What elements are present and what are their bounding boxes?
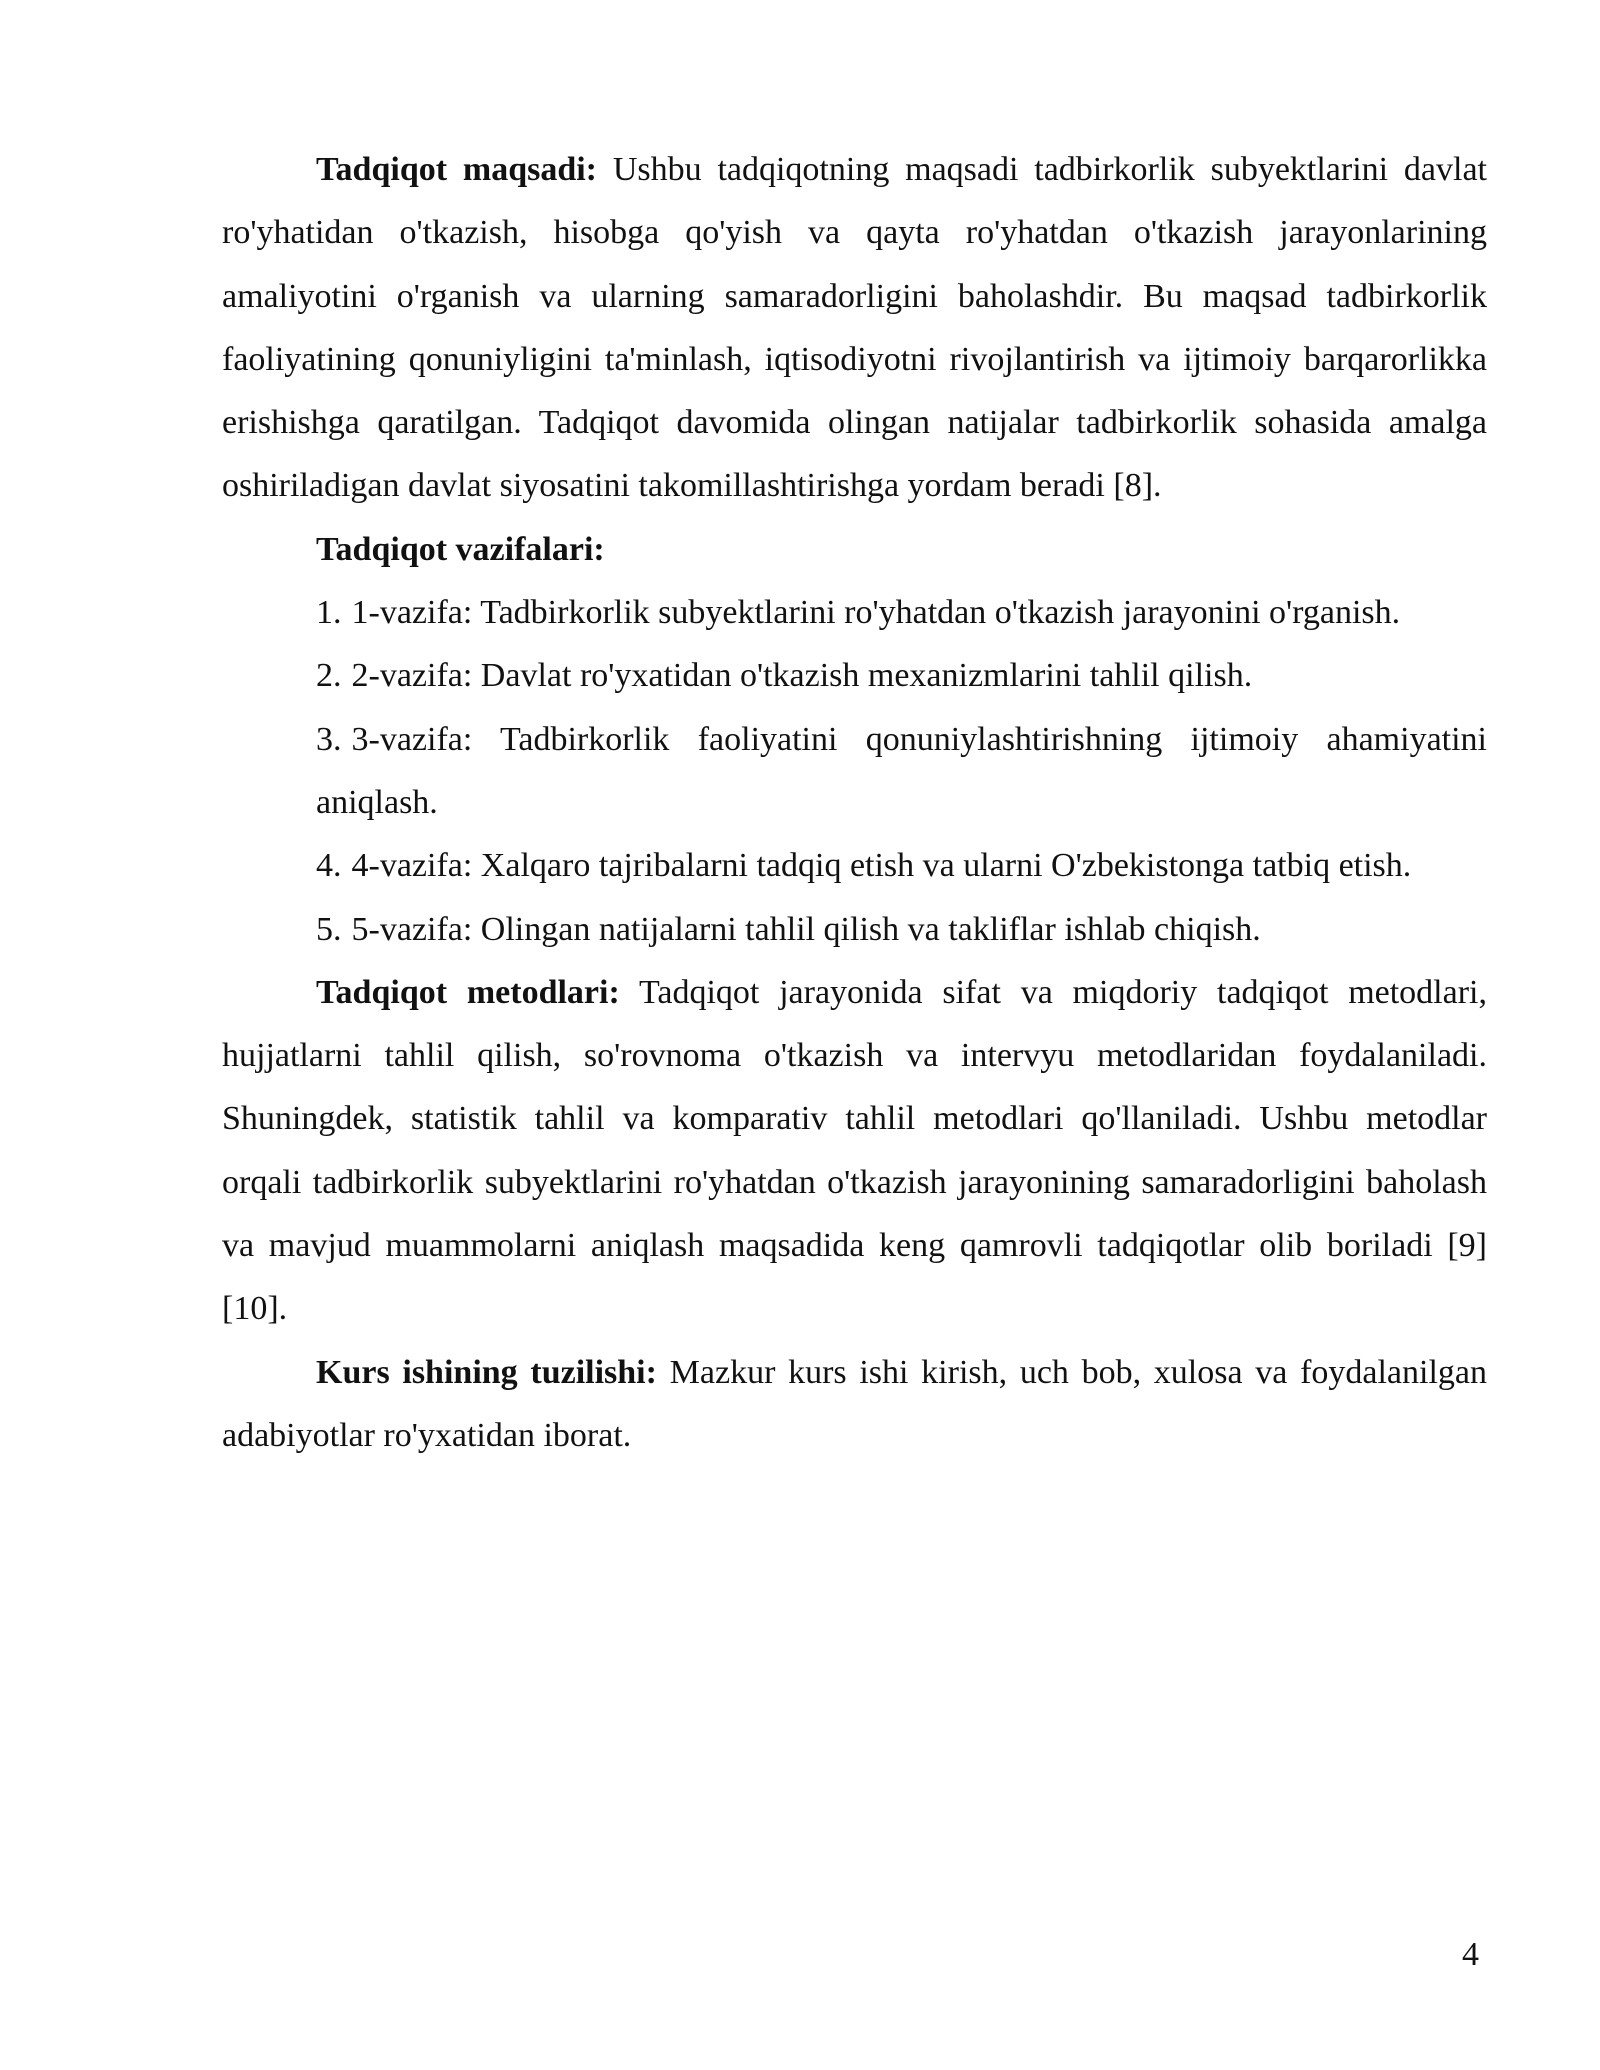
task-text: 3-vazifa: Tadbirkorlik faoliyatini qonuniylashtirishning ijtimoiy ahamiyatini aniqlash. (316, 720, 1487, 821)
tasks-list (222, 581, 1487, 961)
task-number: 1. (316, 594, 342, 632)
task-number: 3. (316, 720, 342, 758)
structure-paragraph (222, 1341, 1487, 1468)
aim-heading: Tadqiqot maqsadi: (316, 151, 598, 188)
structure-heading: Kurs ishining tuzilishi: (316, 1353, 657, 1391)
methods-text: Tadqiqot jarayonida sifat va miqdoriy tadqiqot metodlari, hujjatlarni tahlil qilish, so'rovnoma o'tkazish va intervyu metodlaridan foydalaniladi. Shuningdek, statistik tahlil va komparativ tahlil metodlari qo'llaniladi. Ushbu metodlar orqali tadbirkorlik subyektlarini ro'yhatdan o'tkazish jarayonining samaradorligini baholash va mavjud muammolarni aniqlash maqsadida keng qamrovli tadqiqotlar olib boriladi [9][10]. (222, 973, 1487, 1328)
task-text: 2-vazifa: Davlat ro'yxatidan o'tkazish mexanizmlarini tahlil qilish. (351, 657, 1253, 695)
methods-paragraph (222, 961, 1487, 1341)
task-number: 2. (316, 657, 342, 695)
task-text: 5-vazifa: Olingan natijalarni tahlil qilish va takliflar ishlab chiqish. (351, 910, 1261, 948)
task-text: 1-vazifa: Tadbirkorlik subyektlarini ro'yhatdan o'tkazish jarayonini o'rganish. (351, 594, 1401, 632)
structure-text: Mazkur kurs ishi kirish, uch bob, xulosa va foydalanilgan adabiyotlar ro'yxatidan iborat. (222, 1353, 1488, 1454)
page-number: 4 (1462, 1936, 1479, 1973)
aim-paragraph (222, 138, 1487, 518)
task-item-2 (316, 644, 1487, 707)
aim-text: Ushbu tadqiqotning maqsadi tadbirkorlik subyektlarini davlat ro'yhatidan o'tkazish, hisobga qo'yish va qayta ro'yhatdan o'tkazish jarayonlarining amaliyotini o'rganish va ularning samaradorligini baholashdir. Bu maqsad tadbirkorlik faoliyatining qonuniyligini ta'minlash, iqtisodiyotni rivojlantirish va ijtimoiy barqarorlikka erishishga qaratilgan. Tadqiqot davomida olingan natijalar tadbirkorlik sohasida amalga oshiriladigan davlat siyosatini takomillashtirishga yordam beradi [8]. (222, 151, 1487, 505)
tasks-heading: Tadqiqot vazifalari: (316, 530, 605, 568)
task-number: 5. (316, 910, 342, 948)
task-number: 4. (316, 847, 342, 885)
document-page (222, 138, 1487, 1467)
task-text: 4-vazifa: Xalqaro tajribalarni tadqiq etish va ularni O'zbekistonga tatbiq etish. (351, 847, 1412, 885)
task-item-1 (316, 581, 1487, 644)
task-item-4 (316, 834, 1487, 897)
methods-heading: Tadqiqot metodlari: (316, 973, 620, 1011)
task-item-5 (316, 898, 1487, 961)
task-item-3 (316, 708, 1487, 835)
